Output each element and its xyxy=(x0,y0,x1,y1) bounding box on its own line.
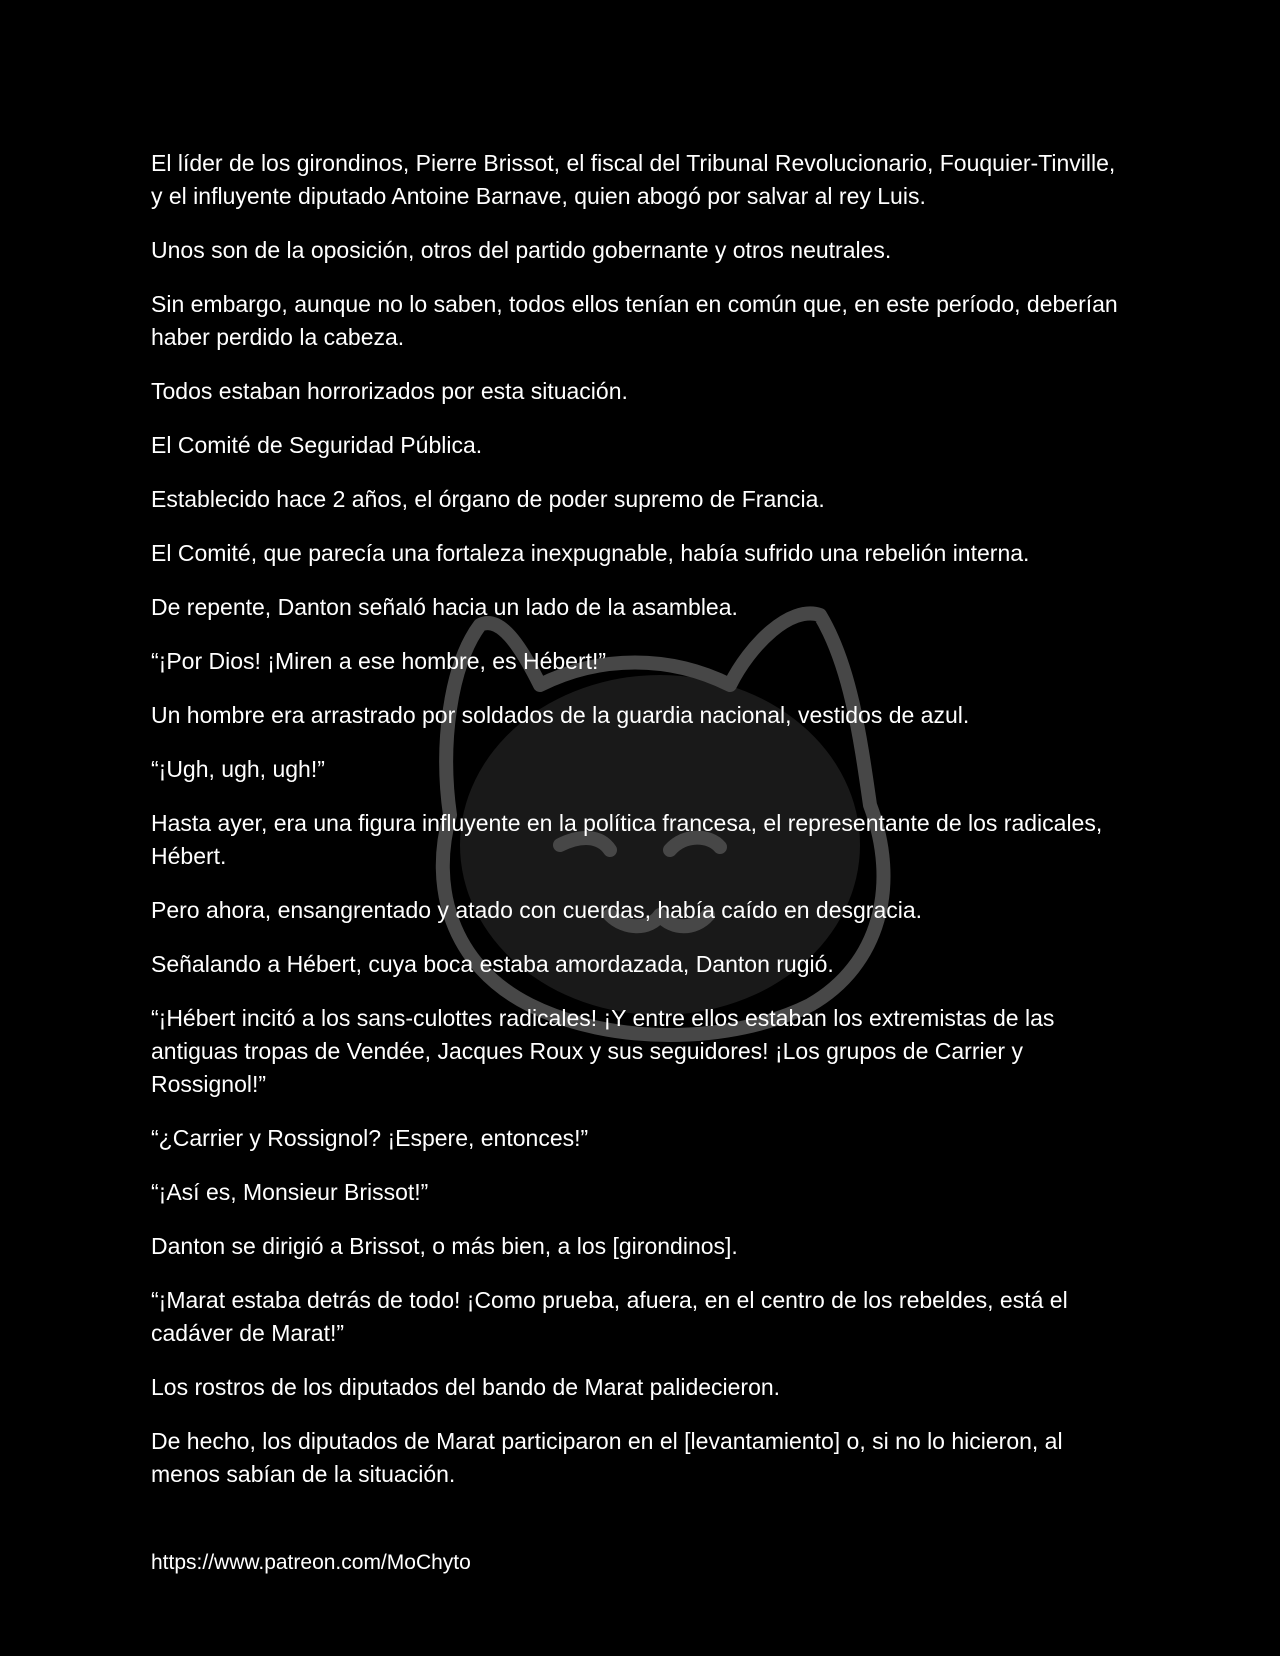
paragraph: Unos son de la oposición, otros del partido gobernante y otros neutrales. xyxy=(151,237,892,263)
paragraph: De repente, Danton señaló hacia un lado de la asamblea. xyxy=(151,594,738,620)
paragraph: Señalando a Hébert, cuya boca estaba amordazada, Danton rugió. xyxy=(151,951,834,977)
paragraph: “¡Así es, Monsieur Brissot!” xyxy=(151,1179,429,1205)
paragraph: Establecido hace 2 años, el órgano de poder supremo de Francia. xyxy=(151,486,825,512)
paragraph: Danton se dirigió a Brissot, o más bien, a los [girondinos]. xyxy=(151,1233,738,1259)
paragraph: “¡Marat estaba detrás de todo! ¡Como prueba, afuera, en el centro de los rebeldes, está el cadáver de Marat!” xyxy=(151,1287,1068,1346)
paragraph: Sin embargo, aunque no lo saben, todos ellos tenían en común que, en este período, deberían haber perdido la cabeza. xyxy=(151,291,1118,350)
paragraph: “¡Por Dios! ¡Miren a ese hombre, es Hébert!” xyxy=(151,648,607,674)
paragraph: Los rostros de los diputados del bando de Marat palidecieron. xyxy=(151,1374,781,1400)
paragraph: “¡Ugh, ugh, ugh!” xyxy=(151,756,325,782)
paragraph: Pero ahora, ensangrentado y atado con cuerdas, había caído en desgracia. xyxy=(151,897,923,923)
paragraph: “¡Hébert incitó a los sans-culottes radicales! ¡Y entre ellos estaban los extremistas de las antiguas tropas de Vendée, Jacques Roux y sus seguidores! ¡Los grupos de Carrier y Rossignol!” xyxy=(151,1005,1055,1097)
paragraph: Un hombre era arrastrado por soldados de la guardia nacional, vestidos de azul. xyxy=(151,702,970,728)
paragraph: El líder de los girondinos, Pierre Brissot, el fiscal del Tribunal Revolucionario, Fouquier-Tinville, y el influyente diputado Antoine Barnave, quien abogó por salvar al rey Luis. xyxy=(151,150,1116,209)
paragraph: De hecho, los diputados de Marat participaron en el [levantamiento] o, si no lo hicieron, al menos sabían de la situación. xyxy=(151,1428,1063,1487)
paragraph: “¿Carrier y Rossignol? ¡Espere, entonces!” xyxy=(151,1125,589,1151)
paragraph: El Comité, que parecía una fortaleza inexpugnable, había sufrido una rebelión interna. xyxy=(151,540,1030,566)
patreon-link[interactable]: https://www.patreon.com/MoChyto xyxy=(151,1551,471,1574)
paragraph: Todos estaban horrorizados por esta situación. xyxy=(151,378,628,404)
document-body xyxy=(151,147,1131,1512)
paragraph: El Comité de Seguridad Pública. xyxy=(151,432,483,458)
paragraph: Hasta ayer, era una figura influyente en la política francesa, el representante de los radicales, Hébert. xyxy=(151,810,1103,869)
